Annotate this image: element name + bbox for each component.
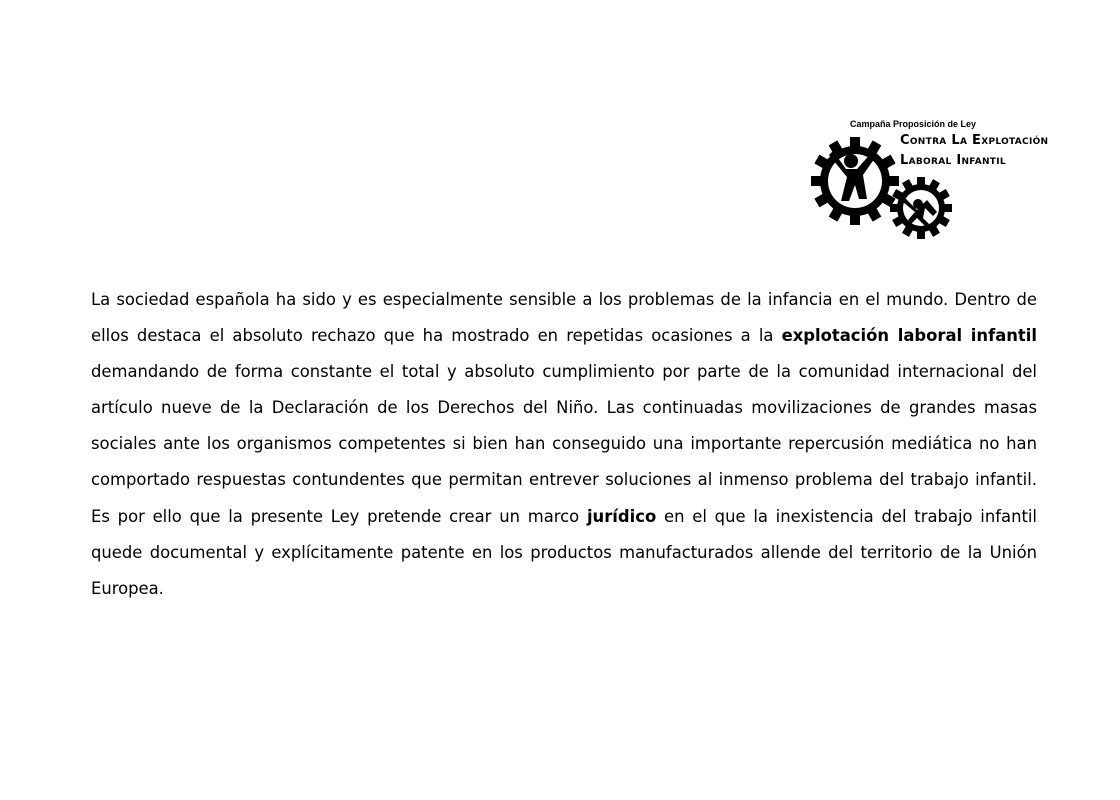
logo-campaign-label: Campaña Proposición de Ley bbox=[850, 119, 977, 129]
campaign-logo bbox=[810, 112, 1049, 242]
logo-title-line-2: Laboral Infantil bbox=[900, 153, 1006, 168]
emphasis-juridico: jurídico bbox=[586, 506, 657, 526]
paragraph-text: demandando de forma constante el total y absoluto cumplimiento por parte de la comunidad internacional del artículo nueve de la Declaración de los Derechos del Niño. Las continuadas movilizaciones de grandes masas sociales ante los organismos competentes si bien han conseguido una importante repercusión mediática no han comportado respuestas contundentes que permitan entrever soluciones al inmenso problema del trabajo infantil. Es por ello que la presente Ley pretende crear un marco bbox=[91, 362, 1037, 526]
emphasis-explotacion: explotación laboral infantil bbox=[781, 326, 1037, 346]
body-paragraph bbox=[91, 282, 1037, 607]
paragraph-text: La sociedad española ha sido y es especialmente sensible a los problemas de la infancia en el mundo. Dentro de ellos destaca el absoluto rechazo que ha mostrado en repetidas ocasiones a la bbox=[91, 290, 1037, 346]
paragraph-text: en el que la inexistencia del trabajo infantil quede documental y explícitamente patente en los productos manufacturados allende del territorio de la Unión Europea. bbox=[91, 506, 1037, 598]
logo-title-line-1: Contra La Explotación bbox=[900, 133, 1049, 148]
gear-child-icon bbox=[810, 112, 1035, 242]
